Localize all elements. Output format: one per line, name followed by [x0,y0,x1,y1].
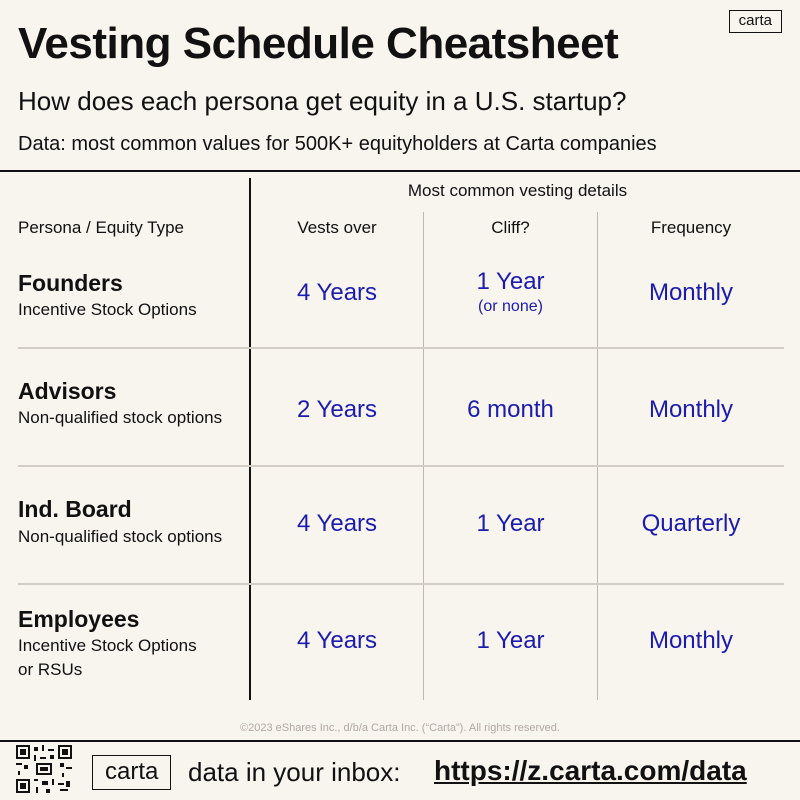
persona-name: Advisors [18,378,117,404]
frequency-value: Quarterly [641,510,741,537]
vests-over-value: 2 Years [296,396,378,423]
frequency-value: Monthly [648,396,734,423]
signup-link[interactable]: https://z.carta.com/data [434,755,747,786]
header-divider [0,170,800,172]
column-header-persona: Persona / Equity Type [18,218,185,237]
persona-equity-type: Non-qualified stock options [18,408,223,427]
cliff-value: 6 month [467,396,554,423]
persona-column-divider [249,178,251,700]
persona-name: Ind. Board [18,496,132,522]
data-note: Data: most common values for 500K+ equityholders at Carta companies [18,133,657,155]
row-divider [18,583,784,585]
persona-equity-type: Incentive Stock Options [18,300,197,319]
persona-name: Employees [18,606,140,632]
row-divider [18,347,784,349]
cliff-note: (or none) [478,298,543,315]
vests-over-value: 4 Years [296,279,378,306]
page-subtitle: How does each persona get equity in a U.S. startup? [18,86,627,116]
frequency-value: Monthly [648,627,734,654]
persona-equity-type-line2: or RSUs [18,660,83,679]
column-header-vests-over: Vests over [297,218,377,237]
carta-footer-logo: carta [92,755,171,790]
cliff-value: 1 Year [476,510,545,537]
footer-divider [0,740,800,742]
cliff-value: 1 Year [476,268,545,295]
copyright-notice: ©2023 eShares Inc., d/b/a Carta Inc. (“Carta”). All rights reserved. [240,722,560,734]
page-title: Vesting Schedule Cheatsheet [18,19,619,68]
carta-logo: carta [729,10,782,33]
persona-equity-type: Non-qualified stock options [18,527,223,546]
row-divider [18,465,784,467]
group-header: Most common vesting details [407,181,628,200]
inbox-cta-text: data in your inbox: [188,757,401,787]
column-header-cliff: Cliff? [491,218,530,237]
persona-equity-type: Incentive Stock Options [18,636,197,655]
vests-over-value: 4 Years [296,627,378,654]
qr-code-icon[interactable] [16,745,72,793]
persona-name: Founders [18,270,123,296]
cliff-value: 1 Year [476,627,545,654]
column-header-frequency: Frequency [650,218,732,237]
frequency-value: Monthly [648,279,734,306]
vests-over-value: 4 Years [296,510,378,537]
